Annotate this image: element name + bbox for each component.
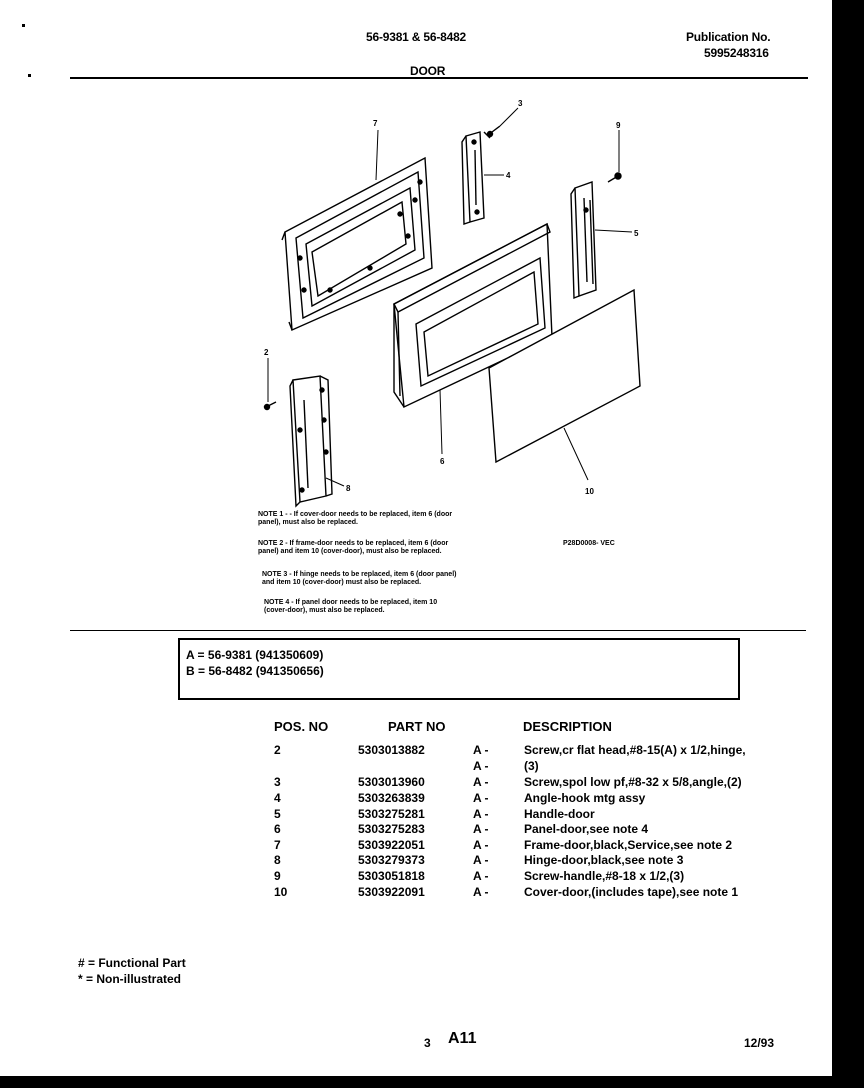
callout-9: 9 bbox=[616, 121, 621, 130]
note-1: NOTE 1 - - If cover-door needs to be replaced, item 6 (door panel), must also be replaced. bbox=[258, 511, 453, 526]
row-pos: 2 bbox=[274, 743, 281, 757]
callout-4: 4 bbox=[506, 171, 511, 180]
table-row bbox=[270, 838, 790, 854]
angle-hook-part bbox=[462, 132, 490, 224]
row-part-number: 5303279373 bbox=[358, 853, 425, 867]
row-pos: 4 bbox=[274, 791, 281, 805]
table-row bbox=[270, 743, 790, 759]
row-part-number: 5303275283 bbox=[358, 822, 425, 836]
callout-7: 7 bbox=[373, 119, 378, 128]
col-header-part: PART NO bbox=[388, 719, 446, 734]
row-part-number: 5303013882 bbox=[358, 743, 425, 757]
row-model-code: A - bbox=[473, 807, 489, 821]
row-part-number: 5303051818 bbox=[358, 869, 425, 883]
table-row bbox=[270, 885, 790, 901]
figure-code: P28D0008- VEC bbox=[563, 540, 615, 547]
legend-model-a: A = 56-9381 (941350609) bbox=[186, 648, 324, 662]
publication-label: Publication No. bbox=[686, 30, 771, 44]
table-row bbox=[270, 822, 790, 838]
exploded-door-diagram bbox=[0, 0, 864, 520]
callout-6: 6 bbox=[440, 457, 445, 466]
note-4: NOTE 4 - If panel door needs to be replaced, item 10 (cover-door), must also be replaced. bbox=[264, 599, 438, 614]
row-model-code: A - bbox=[473, 822, 489, 836]
table-row bbox=[270, 853, 790, 869]
row-model-code: A - bbox=[473, 775, 489, 789]
table-row bbox=[270, 775, 790, 791]
row-part-number: 5303013960 bbox=[358, 775, 425, 789]
callout-2: 2 bbox=[264, 348, 269, 357]
callout-8: 8 bbox=[346, 484, 351, 493]
row-part-number: 5303275281 bbox=[358, 807, 425, 821]
row-part-number: 5303922051 bbox=[358, 838, 425, 852]
row-description: Screw-handle,#8-18 x 1/2,(3) bbox=[524, 869, 685, 883]
col-header-description: DESCRIPTION bbox=[523, 719, 612, 734]
row-description: Handle-door bbox=[524, 807, 595, 821]
model-legend-box bbox=[178, 638, 740, 700]
row-pos: 3 bbox=[274, 775, 281, 789]
callout-10: 10 bbox=[585, 487, 594, 496]
model-numbers: 56-9381 & 56-8482 bbox=[366, 30, 467, 44]
table-row bbox=[270, 791, 790, 807]
screw-3-part bbox=[488, 126, 501, 137]
handle-door-part bbox=[571, 182, 596, 298]
row-description: Angle-hook mtg assy bbox=[524, 791, 646, 805]
row-description: Screw,cr flat head,#8-15(A) x 1/2,hinge, bbox=[524, 743, 746, 757]
table-row bbox=[270, 759, 790, 775]
row-model-code: A - bbox=[473, 838, 489, 852]
hinge-door-part bbox=[290, 376, 332, 506]
row-description: Screw,spol low pf,#8-32 x 5/8,angle,(2) bbox=[524, 775, 742, 789]
note-3: NOTE 3 - If hinge needs to be replaced, item 6 (door panel) and item 10 (cover-door) must also be replaced. bbox=[262, 571, 457, 586]
row-pos: 7 bbox=[274, 838, 281, 852]
functional-part-legend: # = Functional Part bbox=[78, 956, 186, 970]
footer-page-code: A11 bbox=[448, 1030, 477, 1047]
row-part-number: 5303263839 bbox=[358, 791, 425, 805]
row-description: Cover-door,(includes tape),see note 1 bbox=[524, 885, 739, 899]
non-illustrated-legend: * = Non-illustrated bbox=[78, 972, 182, 986]
table-row bbox=[270, 807, 790, 823]
notes-rule bbox=[70, 630, 806, 631]
row-model-code: A - bbox=[473, 853, 489, 867]
row-description: (3) bbox=[524, 759, 539, 773]
footer-page-number: 3 bbox=[424, 1036, 431, 1050]
row-model-code: A - bbox=[473, 869, 489, 883]
publication-number: 5995248316 bbox=[704, 46, 769, 60]
scan-border-bottom bbox=[0, 1076, 864, 1088]
row-description: Panel-door,see note 4 bbox=[524, 822, 649, 836]
legend-model-b: B = 56-8482 (941350656) bbox=[186, 664, 324, 678]
row-model-code: A - bbox=[473, 759, 489, 773]
section-title: DOOR bbox=[410, 64, 446, 78]
row-part-number: 5303922091 bbox=[358, 885, 425, 899]
screw-2-part bbox=[265, 402, 277, 410]
row-pos: 8 bbox=[274, 853, 281, 867]
callout-3: 3 bbox=[518, 99, 523, 108]
row-description: Hinge-door,black,see note 3 bbox=[524, 853, 684, 867]
row-description: Frame-door,black,Service,see note 2 bbox=[524, 838, 733, 852]
note-2: NOTE 2 - If frame-door needs to be replaced, item 6 (door panel) and item 10 (cover-door), must also be replaced. bbox=[258, 540, 449, 555]
row-pos: 5 bbox=[274, 807, 281, 821]
col-header-pos: POS. NO bbox=[274, 719, 329, 734]
table-row bbox=[270, 869, 790, 885]
row-model-code: A - bbox=[473, 743, 489, 757]
callout-5: 5 bbox=[634, 229, 639, 238]
row-model-code: A - bbox=[473, 791, 489, 805]
row-model-code: A - bbox=[473, 885, 489, 899]
screw-9-part bbox=[608, 173, 621, 182]
row-pos: 6 bbox=[274, 822, 281, 836]
footer-date: 12/93 bbox=[744, 1036, 775, 1050]
row-pos: 10 bbox=[274, 885, 288, 899]
row-pos: 9 bbox=[274, 869, 281, 883]
